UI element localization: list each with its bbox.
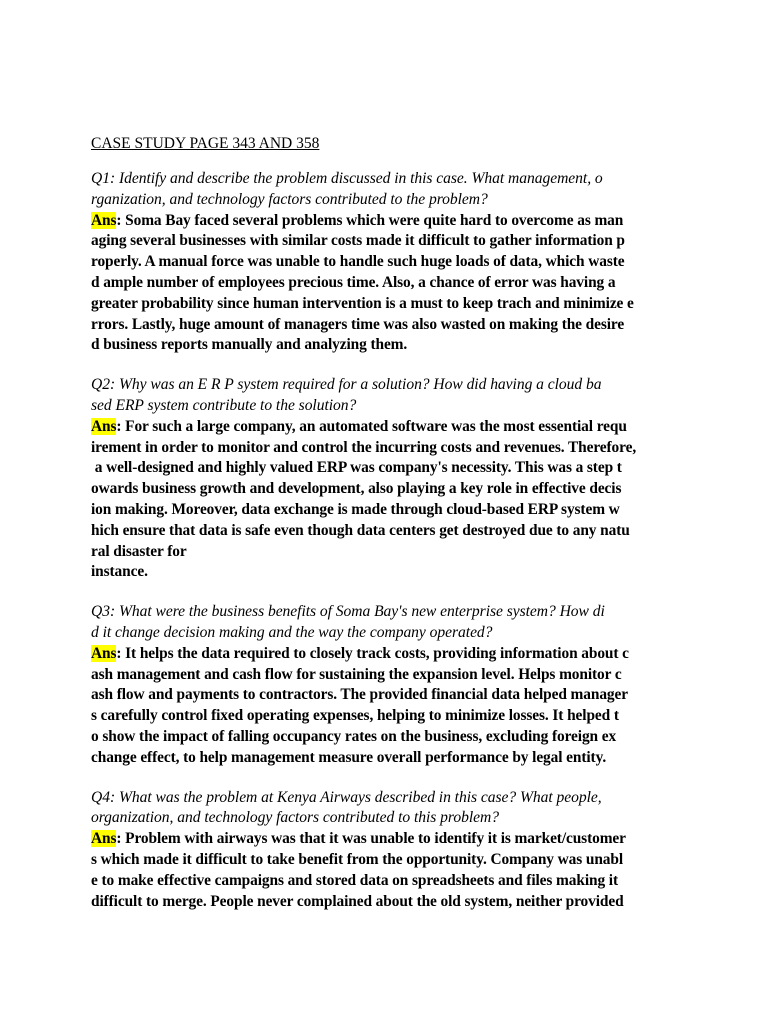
question-line: Q2: Why was an E R P system required for a solution? How did having a cloud ba [91, 376, 602, 394]
answer-line [91, 417, 691, 438]
answer-2 [91, 417, 691, 583]
answer-line: d ample number of employees precious time. Also, a chance of error was having a [91, 273, 616, 291]
answer-line: greater probability since human intervention is a must to keep trach and minimize e [91, 294, 634, 312]
answer-line: ion making. Moreover, data exchange is made through cloud-based ERP system w [91, 500, 620, 518]
answer-line: a well-designed and highly valued ERP was company's necessity. This was a step t [91, 459, 622, 477]
answer-line: difficult to merge. People never complained about the old system, neither provided [91, 892, 624, 910]
question-3 [91, 602, 691, 644]
question-line: rganization, and technology factors contributed to the problem? [91, 190, 488, 208]
answer-label-suffix: : [116, 417, 122, 435]
answer-4 [91, 829, 691, 912]
answer-line: hich ensure that data is safe even though data centers get destroyed due to any natu [91, 521, 630, 539]
answer-text: Problem with airways was that it was unable to identify it is market/customer [121, 830, 626, 848]
answer-label-highlight: Ans [91, 417, 117, 435]
document-title: CASE STUDY PAGE 343 AND 358 [91, 135, 320, 152]
question-4 [91, 788, 691, 830]
answer-label-highlight: Ans [91, 211, 117, 229]
document-page [91, 133, 691, 931]
answer-line: instance. [91, 563, 148, 581]
answer-line: e to make effective campaigns and stored data on spreadsheets and files making it [91, 871, 619, 889]
answer-line: irement in order to monitor and control the incurring costs and revenues. Therefore, [91, 438, 637, 456]
question-line: Q3: What were the business benefits of Soma Bay's new enterprise system? How di [91, 603, 605, 621]
answer-label-suffix: : [116, 211, 122, 229]
answer-label-highlight: Ans [91, 830, 117, 848]
answer-line: d business reports manually and analyzing them. [91, 336, 408, 354]
answer-line: change effect, to help management measure overall performance by legal entity. [91, 748, 607, 766]
answer-line [91, 644, 691, 665]
qa-section-2 [91, 375, 691, 583]
qa-section-3 [91, 602, 691, 768]
answer-text: For such a large company, an automated software was the most essential requ [121, 417, 627, 435]
question-line: organization, and technology factors contributed to this problem? [91, 809, 499, 827]
answer-line: ash flow and payments to contractors. The provided financial data helped manager [91, 686, 628, 704]
answer-line [91, 211, 691, 232]
answer-line: roperly. A manual force was unable to handle such huge loads of data, which waste [91, 253, 625, 271]
answer-line: owards business growth and development, also playing a key role in effective decis [91, 480, 622, 498]
answer-line: aging several businesses with similar costs made it difficult to gather information p [91, 232, 625, 250]
answer-line: s carefully control fixed operating expenses, helping to minimize losses. It helped t [91, 707, 619, 725]
answer-label-suffix: : [116, 830, 122, 848]
answer-label-suffix: : [116, 644, 122, 662]
answer-1 [91, 211, 691, 357]
answer-line: ash management and cash flow for sustaining the expansion level. Helps monitor c [91, 665, 622, 683]
qa-section-1 [91, 169, 691, 356]
question-line: d it change decision making and the way the company operated? [91, 623, 493, 641]
question-line: sed ERP system contribute to the solution? [91, 396, 357, 414]
question-line: Q4: What was the problem at Kenya Airways described in this case? What people, [91, 788, 602, 806]
answer-line [91, 829, 691, 850]
question-1 [91, 169, 691, 211]
answer-text: It helps the data required to closely track costs, providing information about c [121, 644, 629, 662]
qa-section-4 [91, 788, 691, 913]
answer-line: o show the impact of falling occupancy rates on the business, excluding foreign ex [91, 727, 617, 745]
question-2 [91, 375, 691, 417]
answer-3 [91, 644, 691, 769]
answer-line: s which made it difficult to take benefit from the opportunity. Company was unabl [91, 850, 624, 868]
question-line: Q1: Identify and describe the problem discussed in this case. What management, o [91, 170, 603, 187]
answer-label-highlight: Ans [91, 644, 117, 662]
answer-text: Soma Bay faced several problems which were quite hard to overcome as man [121, 211, 624, 229]
answer-line: rrors. Lastly, huge amount of managers time was also wasted on making the desire [91, 315, 625, 333]
answer-line: ral disaster for [91, 542, 187, 560]
